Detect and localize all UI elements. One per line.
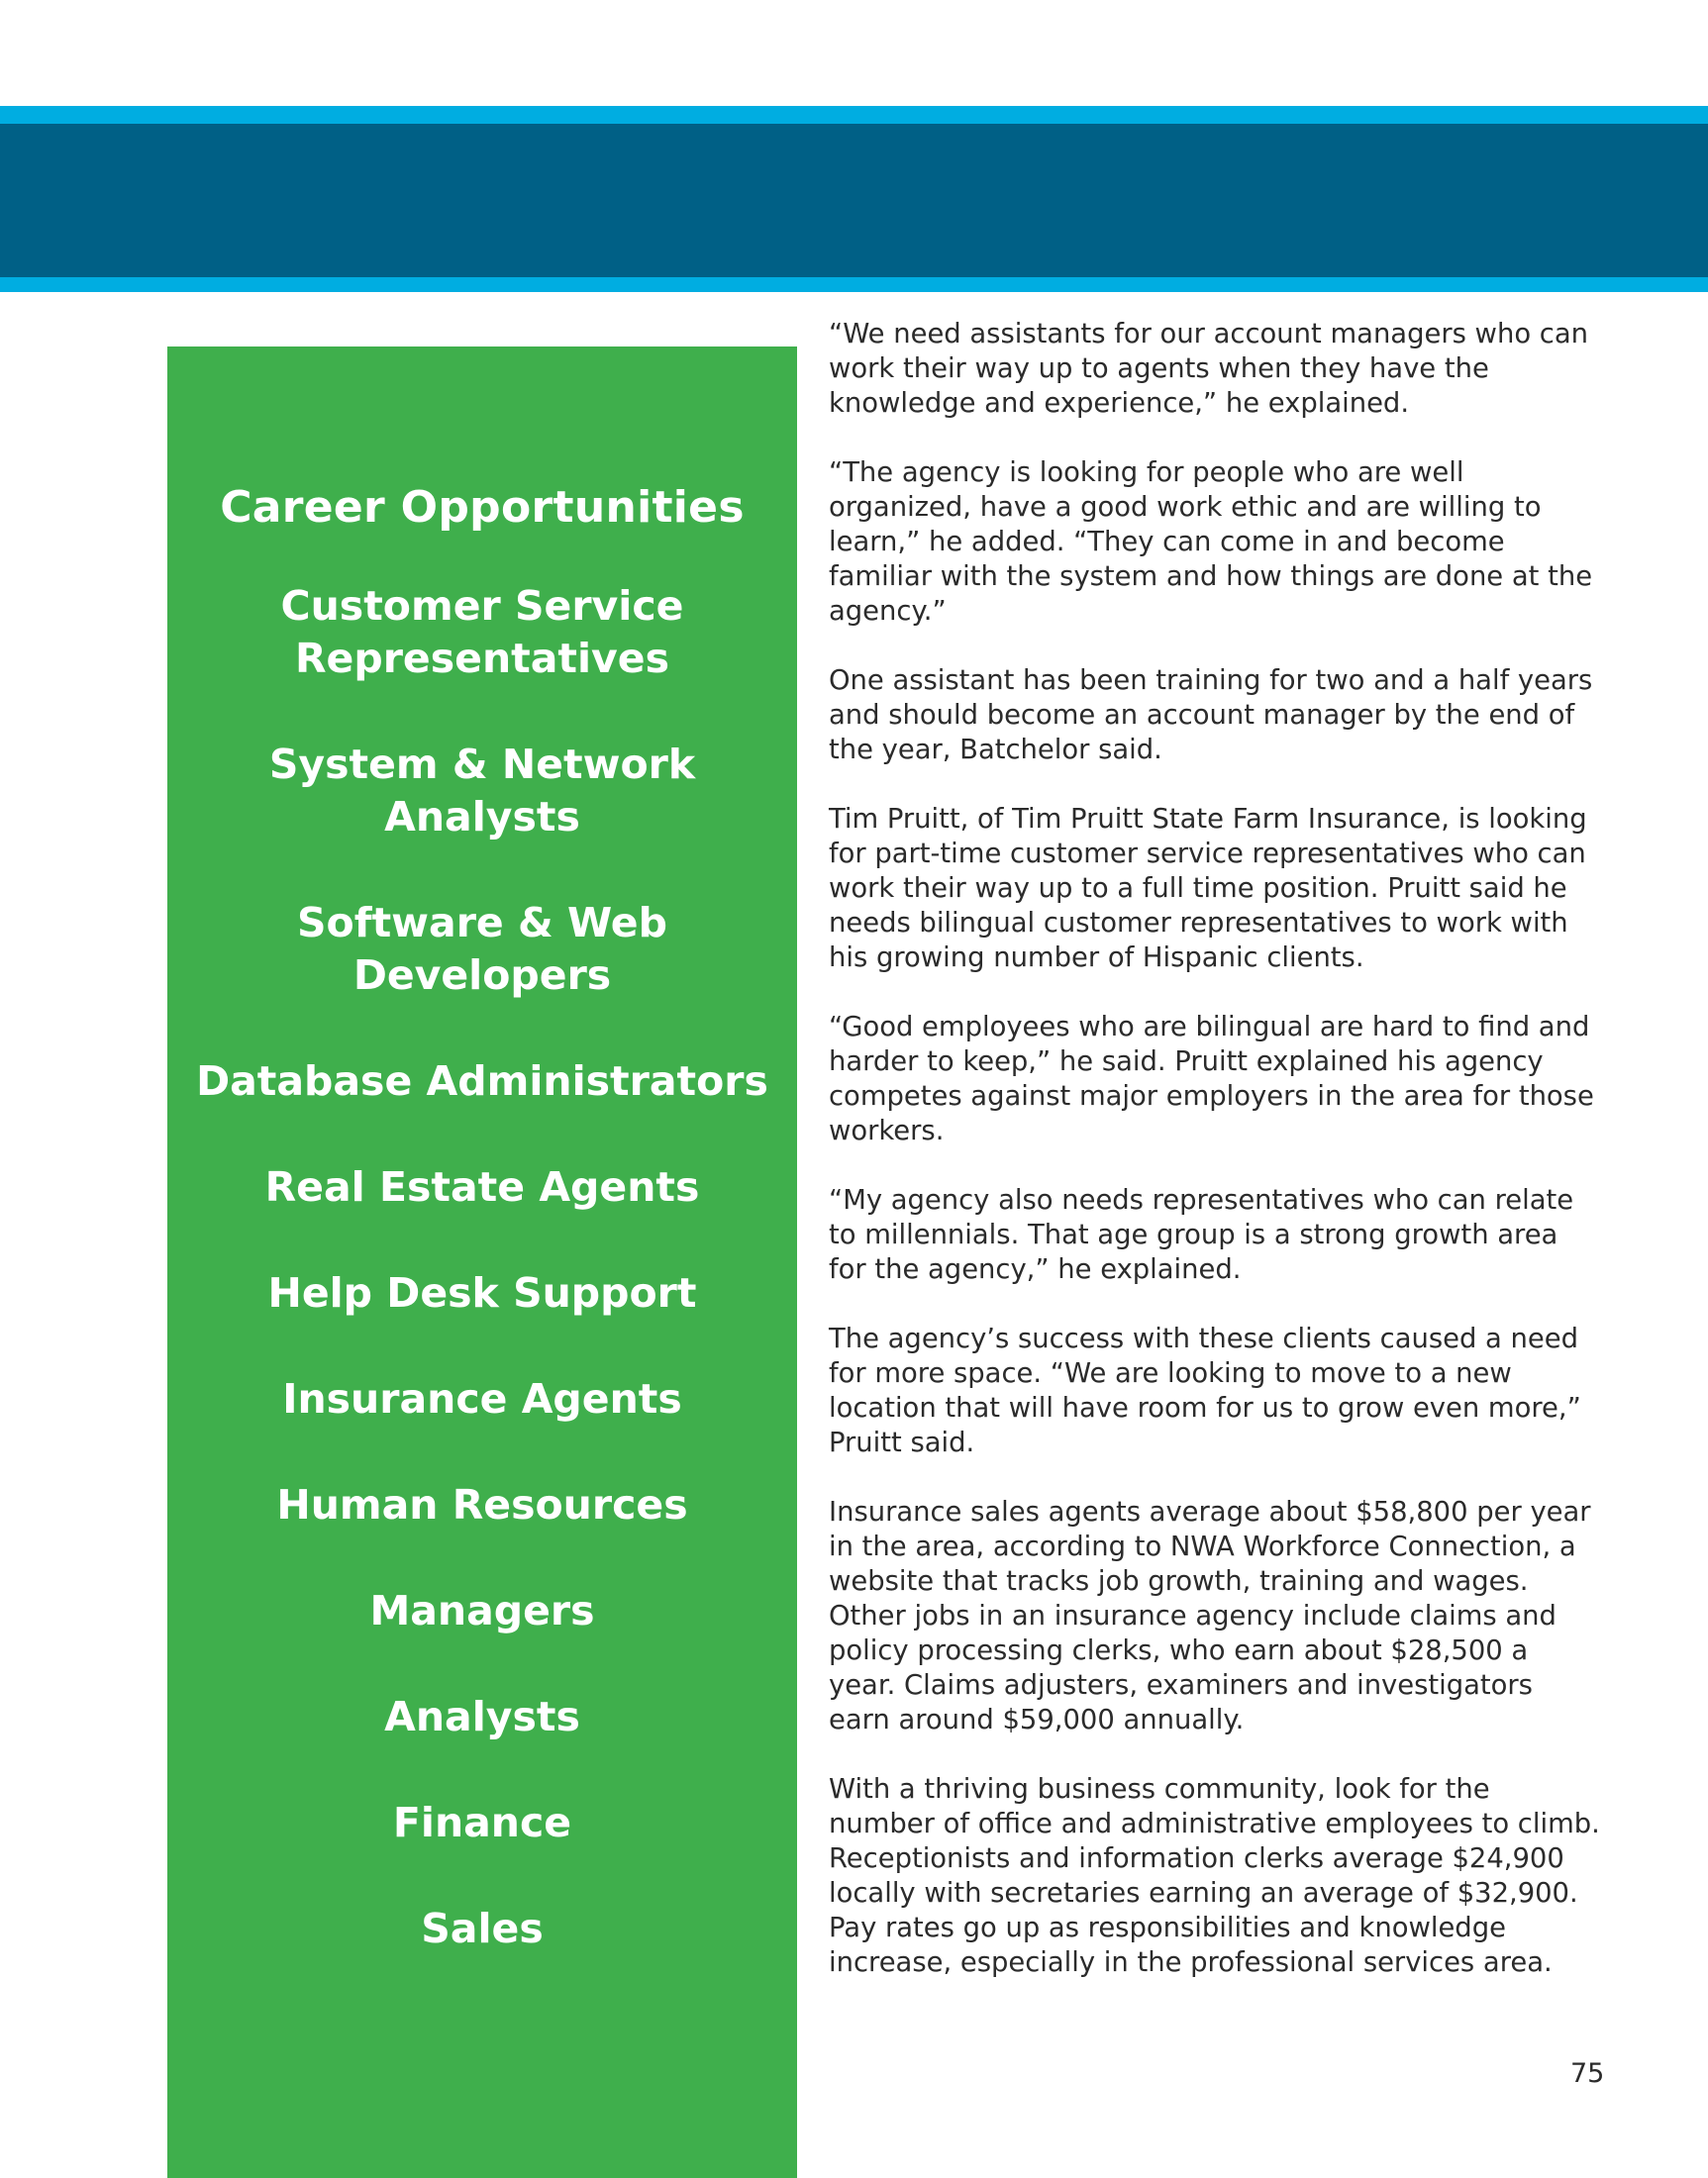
article-paragraph: “The agency is looking for people who are well organized, have a good work ethic and are willing to learn,” he added. “They can come in and become familiar with the system and how things are done at the agency.” [829,457,1593,627]
career-opportunities-sidebar [167,346,797,2178]
career-item-analysts: Analysts [384,1693,580,1740]
article-paragraph: With a thriving business community, look for the number of office and administrative employees to climb. Receptionists and information clerks average $24,900 locally with secretaries earning an average of $32,900. Pay rates go up as responsibilities and knowledge increase, especially in the professional services area. [829,1774,1600,1978]
career-item-managers: Managers [369,1587,595,1634]
article-paragraph: “My agency also needs representatives who can relate to millennials. That age group is a strong growth area for the agency,” he explained. [829,1185,1574,1285]
article-paragraph: “Good employees who are bilingual are hard to find and harder to keep,” he said. Pruitt explained his agency competes against major employers in the area for those workers. [829,1012,1594,1146]
career-item-software-web-developers: Software & Web Developers [297,899,667,999]
career-item-database-administrators: Database Administrators [196,1057,768,1105]
career-item-system-network-analysts: System & Network Analysts [268,741,696,841]
career-item-customer-service: Customer Service Representatives [280,582,684,682]
career-item-help-desk-support: Help Desk Support [267,1269,697,1317]
career-item-human-resources: Human Resources [276,1481,688,1529]
header-band-light-bottom [0,277,1708,292]
article-paragraph: Insurance sales agents average about $58,800 per year in the area, according to NWA Workforce Connection, a website that tracks job growth, training and wages. Other jobs in an insurance agency include claims and policy processing clerks, who earn about $28,500 a year. Claims adjusters, examiners and investigators earn around $59,000 annually. [829,1497,1591,1735]
article-body [829,317,1601,2015]
career-item-insurance-agents: Insurance Agents [282,1375,682,1423]
page-number: 75 [1570,2058,1605,2089]
article-paragraph: The agency’s success with these clients caused a need for more space. “We are looking to move to a new location that will have room for us to grow even more,” Pruitt said. [829,1324,1581,1458]
career-item-finance: Finance [392,1799,572,1846]
header-band-light-top [0,106,1708,124]
career-item-real-estate-agents: Real Estate Agents [264,1163,700,1211]
sidebar-title: Career Opportunities [220,482,745,533]
article-paragraph: “We need assistants for our account managers who can work their way up to agents when they have the knowledge and experience,” he explained. [829,319,1588,419]
article-paragraph: Tim Pruitt, of Tim Pruitt State Farm Insurance, is looking for part-time customer service representatives who can work their way up to a full time position. Pruitt said he needs bilingual customer representatives to work with his growing number of Hispanic clients. [829,804,1587,973]
article-paragraph: One assistant has been training for two and a half years and should become an account manager by the end of the year, Batchelor said. [829,665,1593,765]
career-item-sales: Sales [421,1905,544,1952]
career-list [167,580,797,1955]
header-band-dark [0,124,1708,277]
